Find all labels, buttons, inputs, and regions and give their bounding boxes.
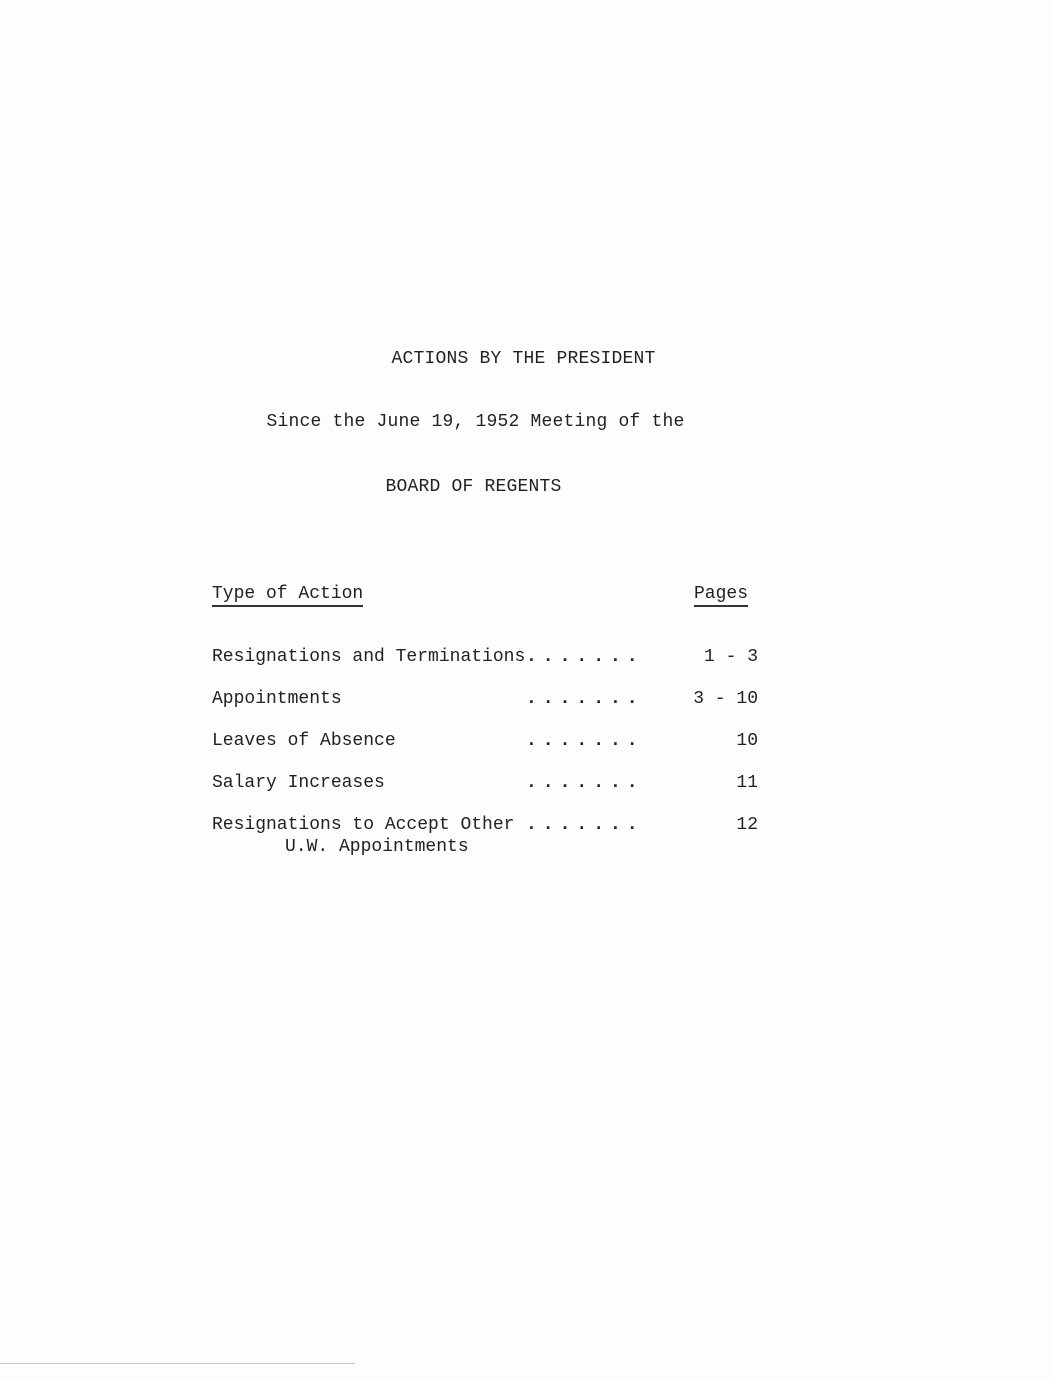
row-pages: 11 bbox=[736, 773, 758, 793]
table-row bbox=[0, 773, 1051, 797]
row-label-continuation: U.W. Appointments bbox=[285, 837, 469, 857]
row-pages: 12 bbox=[736, 815, 758, 835]
dot-leader: ....... bbox=[526, 773, 644, 793]
table-row bbox=[0, 815, 1051, 857]
row-pages: 10 bbox=[736, 731, 758, 751]
dot-leader: ....... bbox=[526, 647, 644, 667]
row-label: Salary Increases bbox=[212, 773, 385, 793]
board-name: BOARD OF REGENTS bbox=[385, 477, 562, 497]
dot-leader: ....... bbox=[526, 731, 644, 751]
row-pages: 1 - 3 bbox=[703, 647, 758, 667]
row-label: Resignations and Terminations bbox=[212, 647, 526, 667]
table-row bbox=[0, 689, 1051, 713]
table-row bbox=[0, 647, 1051, 671]
column-header-pages: Pages bbox=[694, 584, 748, 607]
document-title: ACTIONS BY THE PRESIDENT bbox=[391, 349, 656, 369]
row-label: Resignations to Accept Other bbox=[212, 815, 515, 835]
row-label: Leaves of Absence bbox=[212, 731, 396, 751]
dot-leader: ....... bbox=[526, 689, 644, 709]
row-label: Appointments bbox=[212, 689, 342, 709]
scan-artifact-line bbox=[0, 1363, 355, 1364]
dot-leader: ....... bbox=[526, 815, 644, 835]
row-pages: 3 - 10 bbox=[693, 689, 758, 709]
document-subtitle: Since the June 19, 1952 Meeting of the bbox=[266, 412, 685, 432]
table-row bbox=[0, 731, 1051, 755]
column-header-type: Type of Action bbox=[212, 584, 363, 607]
